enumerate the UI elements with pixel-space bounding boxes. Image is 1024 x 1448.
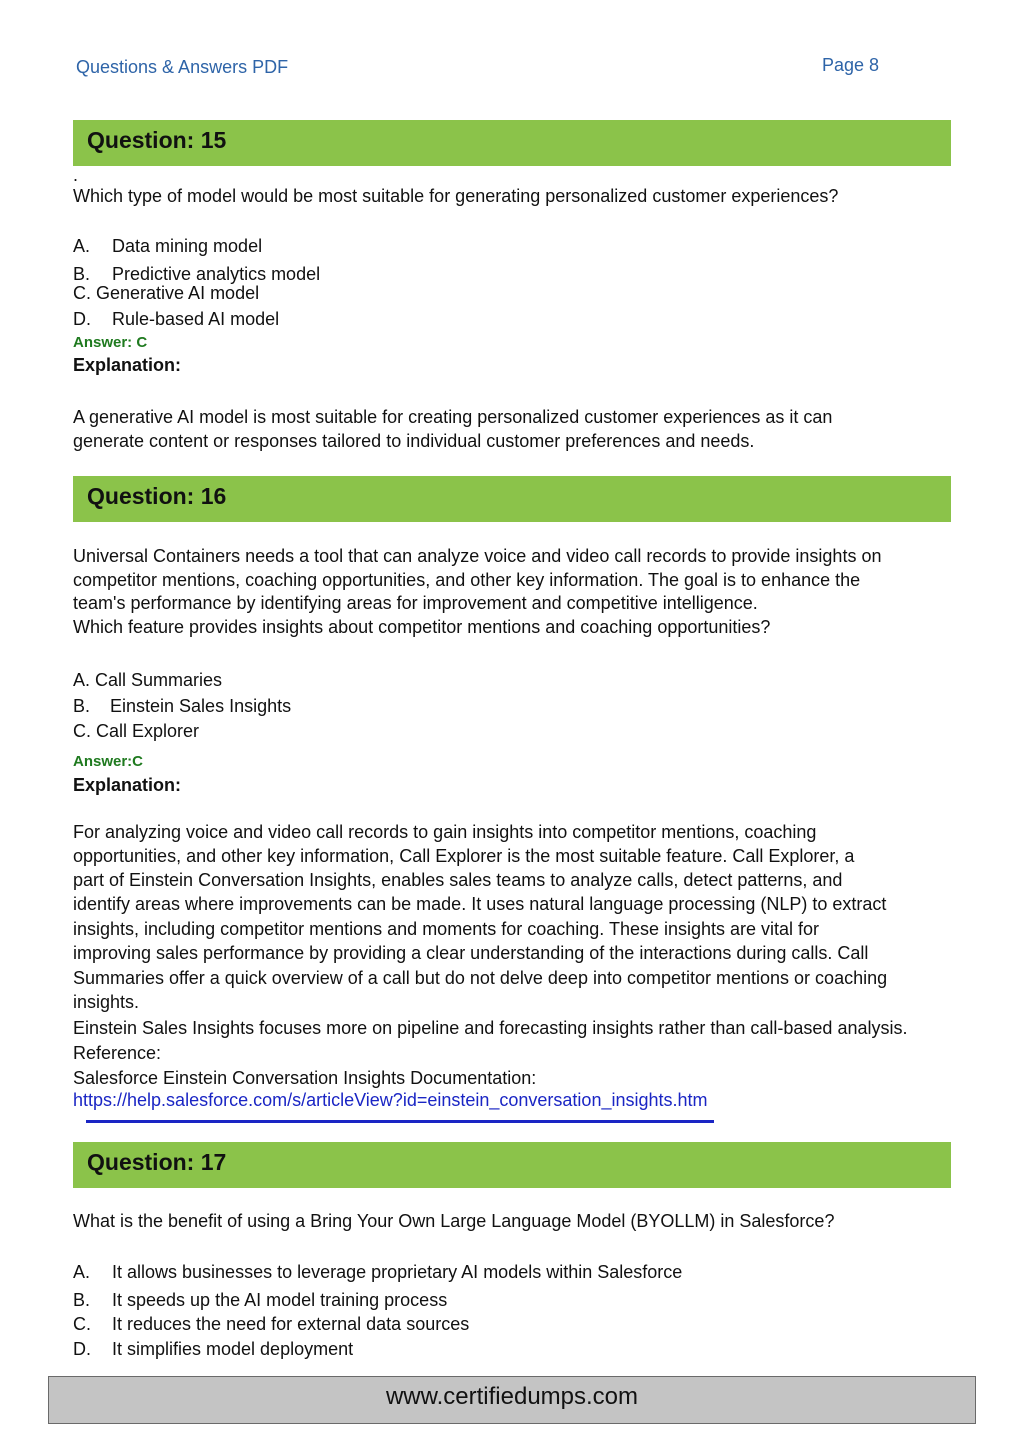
explanation-line: opportunities, and other key information, Call Explorer is the most suitable feature. Call Explorer, a: [73, 846, 855, 866]
explanation-line: For analyzing voice and video call records to gain insights into competitor mentions, coaching: [73, 822, 817, 842]
explanation-label: Explanation:: [73, 775, 182, 795]
option-a: [73, 1262, 682, 1283]
option-letter: B.: [73, 696, 91, 716]
doc-title: Questions & Answers PDF: [76, 57, 289, 77]
question-title: Question: 16: [87, 483, 227, 509]
option-text: Predictive analytics model: [112, 264, 321, 284]
option-letter: A.: [73, 236, 91, 256]
option-letter: D.: [73, 309, 91, 329]
option-letter: D.: [73, 1339, 91, 1359]
option-c: C. Call Explorer: [73, 721, 200, 741]
question-text: Which type of model would be most suitable for generating personalized customer experiences?: [73, 186, 839, 206]
question-line: team's performance by identifying areas for improvement and competitive intelligence.: [73, 593, 758, 613]
option-b: [73, 1290, 447, 1311]
question-title: Question: 17: [87, 1149, 227, 1175]
question-line: competitor mentions, coaching opportunities, and other key information. The goal is to enhance the: [73, 570, 861, 590]
option-d: [73, 309, 279, 330]
explanation-line: generate content or responses tailored to individual customer preferences and needs.: [73, 431, 755, 451]
explanation-line: A generative AI model is most suitable for creating personalized customer experiences as it can: [73, 407, 833, 427]
explanation-line: insights.: [73, 992, 140, 1012]
question-line: Universal Containers needs a tool that can analyze voice and video call records to provide insights on: [73, 546, 882, 566]
option-text: It simplifies model deployment: [112, 1339, 354, 1359]
question-text: What is the benefit of using a Bring Your Own Large Language Model (BYOLLM) in Salesforce?: [73, 1211, 835, 1231]
reference-title: Salesforce Einstein Conversation Insights Documentation:: [73, 1068, 537, 1088]
explanation-line: identify areas where improvements can be made. It uses natural language processing (NLP) to extract: [73, 894, 887, 914]
explanation-line: insights, including competitor mentions and moments for coaching. These insights are vital for: [73, 919, 820, 939]
explanation-line: improving sales performance by providing a clear understanding of the interactions during calls. Call: [73, 943, 869, 963]
option-text: It allows businesses to leverage proprietary AI models within Salesforce: [112, 1262, 683, 1282]
option-c: [73, 1314, 469, 1335]
answer-label: Answer: C: [73, 334, 148, 351]
option-b: [73, 264, 320, 285]
option-letter: C.: [73, 1314, 91, 1334]
option-d: [73, 1339, 353, 1360]
reference-link[interactable]: https://help.salesforce.com/s/articleView?id=einstein_conversation_insights.htm: [73, 1090, 708, 1110]
link-underline: [86, 1120, 714, 1123]
question-title: Question: 15: [87, 127, 227, 153]
question-line: Which feature provides insights about competitor mentions and coaching opportunities?: [73, 617, 771, 637]
option-text: Einstein Sales Insights: [110, 696, 292, 716]
question-17-header: [73, 1142, 951, 1188]
question-16-header: [73, 476, 951, 522]
explanation-label: Explanation:: [73, 355, 182, 375]
page-number: Page 8: [822, 55, 880, 75]
option-letter: B.: [73, 264, 91, 284]
explanation-line: Einstein Sales Insights focuses more on pipeline and forecasting insights rather than call-based analysis.: [73, 1018, 908, 1038]
reference-label: Reference:: [73, 1043, 162, 1063]
option-text: Data mining model: [112, 236, 263, 256]
option-text: It speeds up the AI model training process: [112, 1290, 448, 1310]
question-15-header: [73, 120, 951, 166]
option-b: [73, 696, 291, 717]
stray-dot: .: [73, 165, 79, 185]
answer-label: Answer:C: [73, 753, 144, 770]
option-letter: B.: [73, 1290, 91, 1310]
option-c: C. Generative AI model: [73, 283, 260, 303]
footer-url[interactable]: www.certifiedumps.com: [385, 1383, 639, 1410]
footer-banner: [48, 1376, 976, 1424]
option-letter: A.: [73, 1262, 91, 1282]
option-text: Rule-based AI model: [112, 309, 280, 329]
option-a: [73, 236, 262, 257]
explanation-line: part of Einstein Conversation Insights, enables sales teams to analyze calls, detect patterns, and: [73, 870, 843, 890]
explanation-line: Summaries offer a quick overview of a call but do not delve deep into competitor mentions or coaching: [73, 968, 888, 988]
option-text: It reduces the need for external data sources: [112, 1314, 470, 1334]
option-a: A. Call Summaries: [73, 670, 223, 690]
